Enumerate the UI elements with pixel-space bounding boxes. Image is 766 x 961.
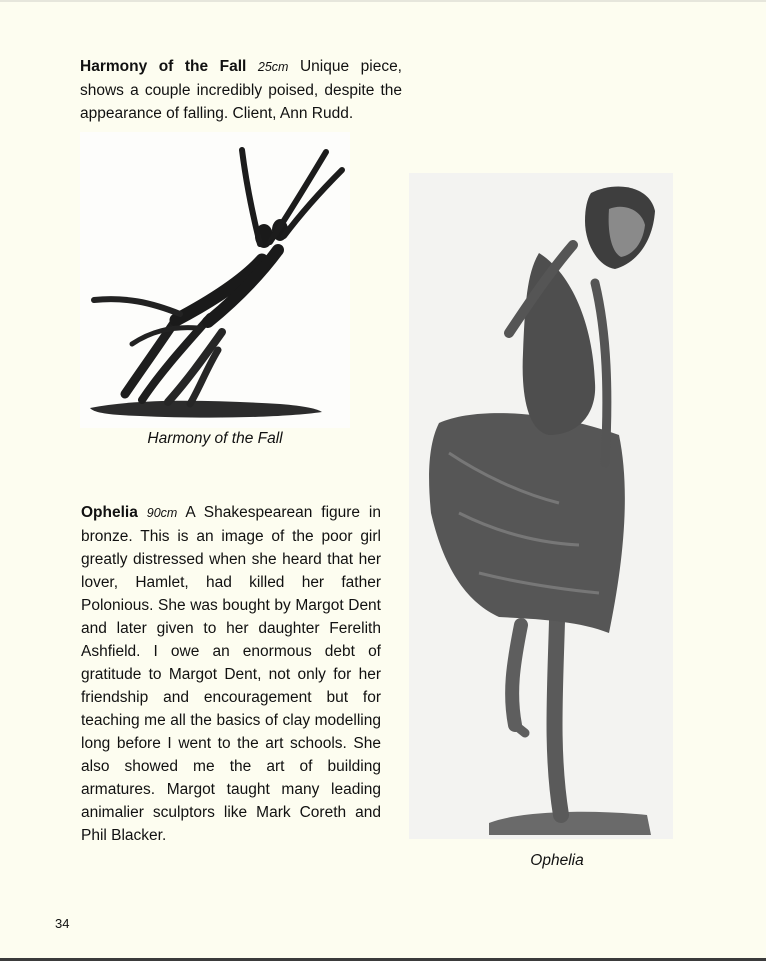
page-top-edge [0, 0, 766, 2]
harmony-description [80, 55, 402, 125]
ophelia-description [81, 501, 381, 847]
harmony-size: 25cm [257, 60, 289, 74]
ophelia-size: 90cm [146, 506, 178, 520]
ophelia-caption: Ophelia [530, 852, 584, 869]
harmony-text: Unique piece, shows a couple incredibly poised, despite the appearance of falling. Client, Ann Rudd. [80, 58, 402, 122]
harmony-sculpture-photo [80, 132, 350, 428]
ophelia-text: A Shakespearean figure in bronze. This is an image of the poor girl greatly distressed when she heard that her lover, Hamlet, had killed her father Polonious. She was bought by Margot Dent and later given to her daughter Ferelith Ashfield. I owe an enormous debt of gratitude to Margot Dent, not only for her friendship and encouragement but for teaching me all the basics of clay modelling long before I went to the art schools. She also showed me the art of building armatures. Margot taught many leading animalier sculptors like Mark Coreth and Phil Blacker. [81, 504, 381, 844]
ophelia-title: Ophelia [81, 504, 138, 521]
harmony-title: Harmony of the Fall [80, 58, 247, 75]
harmony-caption: Harmony of the Fall [147, 430, 283, 447]
page-number: 34 [55, 916, 70, 931]
ophelia-sculpture-photo [409, 173, 673, 839]
